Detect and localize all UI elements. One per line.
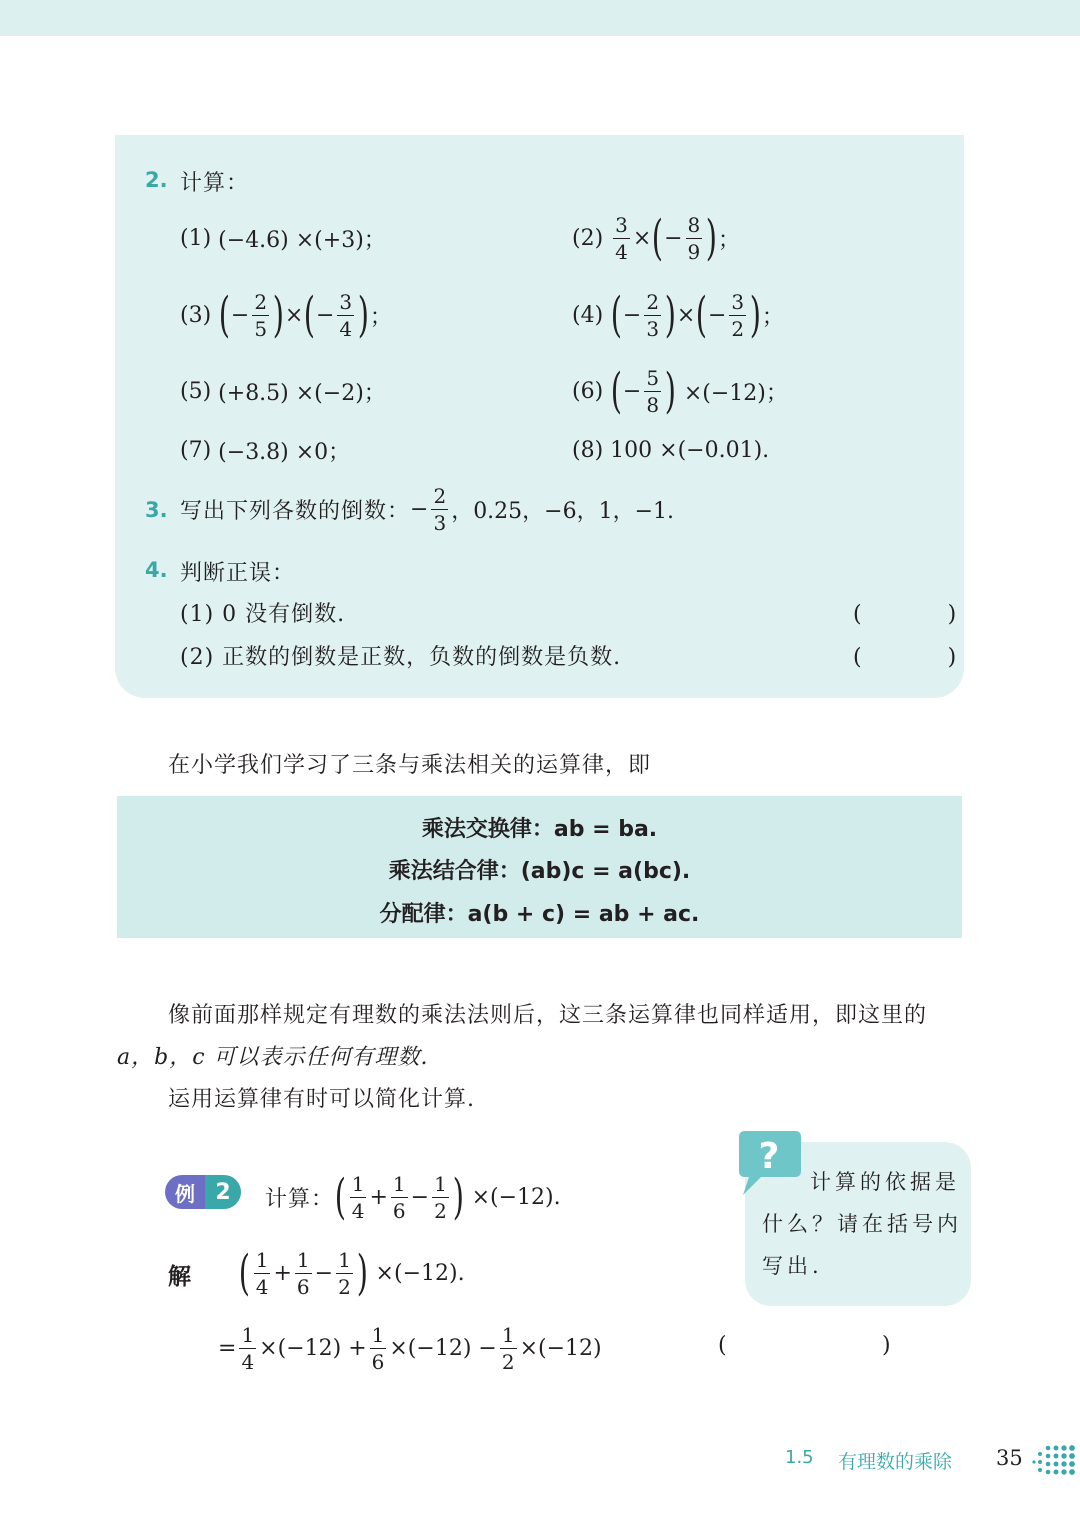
item-label: (8): [572, 437, 604, 463]
fraction: $\frac{1}{2}$: [501, 1322, 515, 1374]
item-expr: (−4.6) ×(+3)；: [218, 227, 386, 253]
item-label: (3): [180, 302, 212, 328]
fraction: $\frac{5}{8}$: [646, 365, 660, 417]
example-badge-label: 例: [165, 1175, 205, 1209]
solution-line-1: ( $\frac{1}{4}$ + $\frac{1}{6}$ − $\frac{1}{2}$ ) ×(−12).: [238, 1245, 465, 1301]
item-label: (7): [180, 437, 212, 463]
exercise-number-3: 3.: [145, 498, 168, 522]
footer-section-title: 有理数的乘除: [838, 1451, 953, 1473]
paragraph-2: 运用运算律有时可以简化计算.: [168, 1087, 475, 1112]
fraction: $\frac{1}{2}$: [338, 1247, 351, 1299]
law-associative: 乘法结合律：(ab)c = a(bc).: [388, 859, 691, 884]
item-label: (5): [180, 378, 212, 404]
item-label: (2): [572, 225, 604, 251]
fraction: $\frac{1}{6}$: [296, 1247, 310, 1299]
question-2: (2) 正数的倒数是正数，负数的倒数是负数.: [180, 645, 622, 670]
item-1: [180, 203, 386, 273]
reason-blank-close[interactable]: ): [882, 1333, 891, 1358]
example-badge: [165, 1175, 241, 1209]
fraction: $\frac{3}{4}$: [615, 212, 628, 264]
item-label: (4): [572, 302, 604, 328]
intro-text: 在小学我们学习了三条与乘法相关的运算律，即: [168, 753, 652, 778]
hint-line-2: 什么？请在括号内: [762, 1212, 962, 1236]
exercise-number-4: 4.: [145, 558, 168, 582]
dot-pattern-icon: [1030, 1440, 1080, 1480]
item-expr: 100 ×(−0.01).: [610, 437, 770, 463]
footer-section-number: 1.5: [785, 1447, 814, 1468]
fraction: $\frac{1}{2}$: [434, 1171, 447, 1223]
item-6: (6) ( − $\frac{5}{8}$ ) ×(−12)；: [572, 363, 788, 419]
law-distributive: 分配律：a(b + c) = ab + ac.: [379, 902, 700, 927]
paragraph-1-line-1: 像前面那样规定有理数的乘法法则后，这三条运算律也同样适用，即这里的: [168, 1003, 928, 1028]
fraction: $\frac{1}{6}$: [392, 1171, 406, 1223]
item-2: (2) $\frac{3}{4}$ × ( − $\frac{8}{9}$ ) ；: [572, 210, 740, 266]
fraction: $\frac{1}{4}$: [241, 1322, 255, 1374]
question-mark-icon: [735, 1125, 803, 1199]
fraction: $\frac{3}{4}$: [339, 289, 353, 341]
svg-text:?: ?: [758, 1136, 780, 1177]
item-expr: (−3.8) ×0；: [218, 439, 351, 465]
item-expr: (+8.5) ×(−2)；: [218, 380, 386, 406]
fraction: $\frac{1}{4}$: [255, 1247, 269, 1299]
paragraph-1-line-2: a，b，c 可以表示任何有理数.: [117, 1045, 429, 1070]
laws-box: [117, 796, 962, 938]
exercise-4-title: 判断正误：: [180, 561, 296, 586]
item-label: (1): [180, 225, 212, 251]
fraction: $\frac{1}{6}$: [371, 1322, 385, 1374]
fraction: $\frac{2}{3}$: [433, 483, 447, 535]
reason-blank-open[interactable]: (: [718, 1333, 727, 1358]
fraction: $\frac{8}{9}$: [687, 212, 701, 264]
solution-label: 解: [168, 1264, 191, 1290]
solution-line-2: = $\frac{1}{4}$ ×(−12) + $\frac{1}{6}$ ×(−12) − $\frac{1}{2}$ ×(−12): [218, 1322, 602, 1374]
fraction: $\frac{1}{4}$: [351, 1171, 365, 1223]
hint-line-3: 写出.: [762, 1254, 823, 1278]
item-4: (4) ( − $\frac{2}{3}$ ) × ( − $\frac{3}{2}$ ) ；: [572, 287, 784, 343]
hint-line-1: 计算的依据是: [810, 1170, 960, 1194]
fraction: $\frac{3}{2}$: [731, 289, 745, 341]
top-band: [0, 0, 1080, 36]
answer-blank-2[interactable]: ( ): [853, 645, 971, 670]
exercise-2-title: 计算：: [180, 171, 250, 196]
law-commutative: 乘法交换律：ab = ba.: [421, 817, 658, 842]
page-number: 35: [996, 1446, 1023, 1470]
item-label: (6): [572, 378, 604, 404]
example-badge-number: 2: [205, 1175, 241, 1209]
question-1: (1) 0 没有倒数.: [180, 602, 346, 627]
example-problem: 计算： ( $\frac{1}{4}$ + $\frac{1}{6}$ − $\frac{1}{2}$ ) ×(−12).: [265, 1169, 561, 1225]
exercise-number-2: 2.: [145, 168, 168, 192]
item-3: (3) ( − $\frac{2}{5}$ ) × ( − $\frac{3}{4}$ ) ；: [180, 287, 392, 343]
answer-blank-1[interactable]: ( ): [853, 602, 971, 627]
fraction: $\frac{2}{3}$: [646, 289, 660, 341]
exercise-3: 写出下列各数的倒数： − $\frac{2}{3}$ ，0.25，−6，1，−1.: [180, 483, 675, 535]
fraction: $\frac{2}{5}$: [254, 289, 268, 341]
